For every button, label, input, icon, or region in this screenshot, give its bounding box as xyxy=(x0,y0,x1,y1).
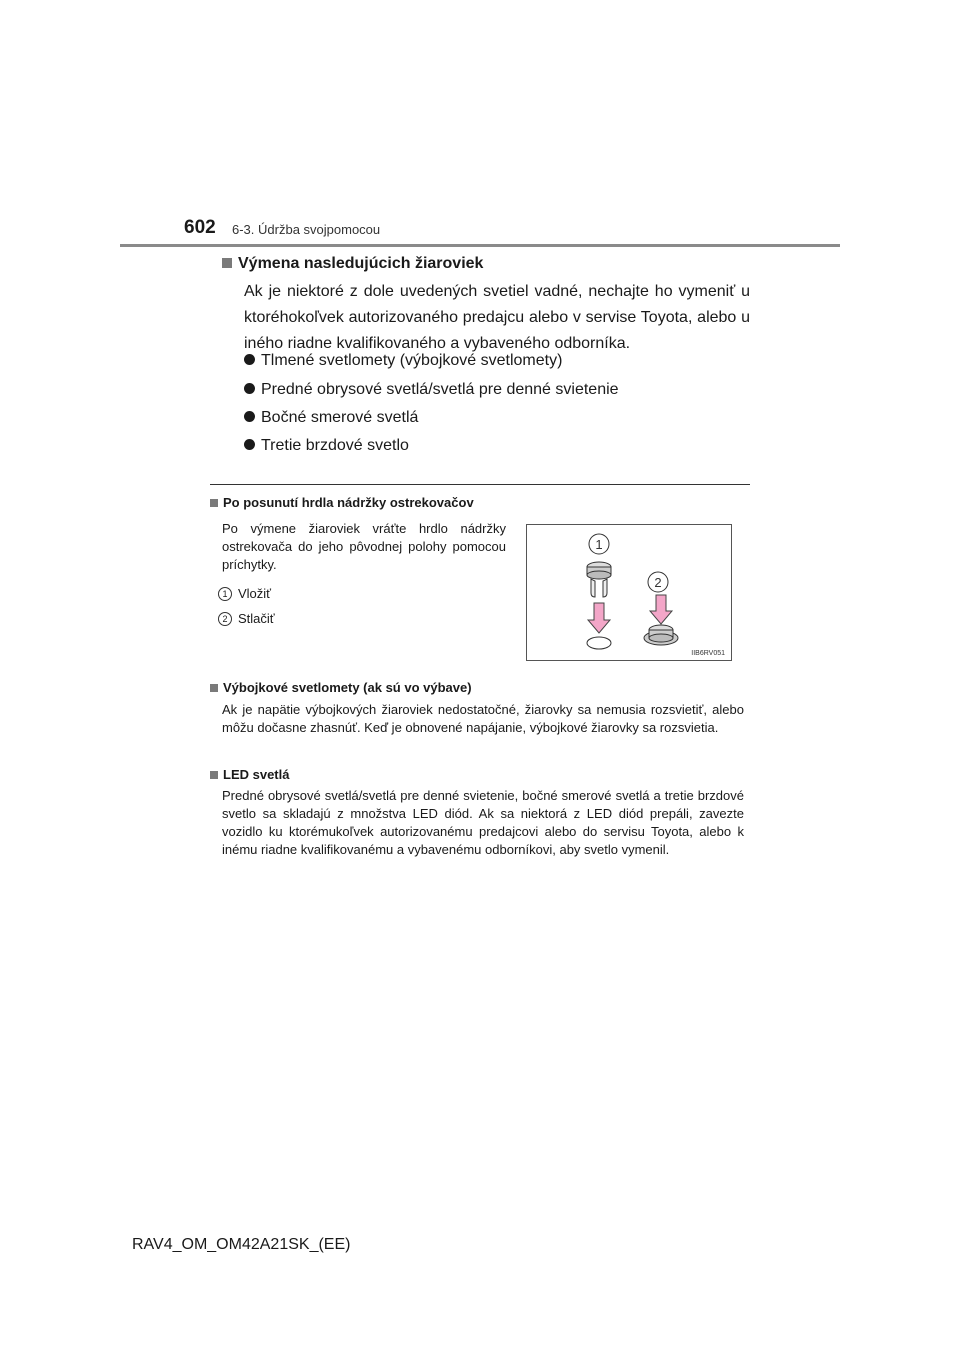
section-heading-discharge-headlights: Výbojkové svetlomety (ak sú vo výbave) xyxy=(210,680,472,695)
step-item: 2 Stlačiť xyxy=(218,611,275,626)
section-body: Ak je napätie výbojkových žiaroviek nedostatočné, žiarovky sa nemusia rozsvietiť, alebo môžu dočasne zhasnúť. Keď je obnovené napájanie, výbojkové žiarovky sa rozsvietia. xyxy=(222,702,744,735)
document-code: RAV4_OM_OM42A21SK_(EE) xyxy=(132,1236,351,1253)
header-divider xyxy=(120,244,840,247)
list-item: Bočné smerové svetlá xyxy=(244,409,418,427)
step-number-badge: 2 xyxy=(218,612,232,626)
clip-icon xyxy=(587,562,611,597)
callout-2-icon xyxy=(648,572,668,592)
section-body: Po výmene žiaroviek vráťte hrdlo nádržky ostrekovača do jeho pôvodnej polohy pomocou príchytky. xyxy=(222,521,506,572)
round-bullet-icon xyxy=(244,411,255,422)
round-bullet-icon xyxy=(244,383,255,394)
step-item: 1 Vložiť xyxy=(218,586,271,601)
hole-icon xyxy=(587,637,611,649)
page-number: 602 xyxy=(184,217,216,238)
square-bullet-icon xyxy=(210,684,218,692)
section-heading-bulb-replacement xyxy=(222,255,483,273)
list-item: Tretie brzdové svetlo xyxy=(244,437,409,455)
section-heading-washer-neck: Po posunutí hrdla nádržky ostrekovačov xyxy=(210,495,474,510)
section-body: Predné obrysové svetlá/svetlá pre denné svietenie, bočné smerové svetlá a tretie brzdové svetlo sa skladajú z množstva LED diód. Ak sa niektorá z LED diód prepáli, zavezte vozidlo ku ktorémukoľvek autorizovanému predajcovi alebo do servisu Toyota, alebo k inému riadne kvalifikovanému a vybavenému odborníkovi, aby svetlo vymenil. xyxy=(222,788,744,857)
clip-illustration xyxy=(526,524,732,661)
round-bullet-icon xyxy=(244,439,255,450)
step-number-badge: 1 xyxy=(218,587,232,601)
square-bullet-icon xyxy=(210,771,218,779)
svg-text:1: 1 xyxy=(595,537,603,552)
square-bullet-icon xyxy=(210,499,218,507)
clip-diagram-svg xyxy=(527,525,731,660)
chapter-title: 6-3. Údržba svojpomocou xyxy=(232,222,381,237)
section-heading-led-lights: LED svetlá xyxy=(210,767,289,782)
section-body: Ak je niektoré z dole uvedených svetiel vadné, nechajte ho vymeniť u ktoréhokoľvek autorizovaného predajcu alebo v servise Toyota, alebo u iného riadne kvalifikovaného a vybaveného odborníka. xyxy=(244,283,750,352)
list-item: Tlmené svetlomety (výbojkové svetlomety) xyxy=(244,352,562,370)
figure-code: IIB6RV051 xyxy=(691,650,725,657)
svg-text:2: 2 xyxy=(654,575,662,590)
callout-1-icon xyxy=(589,534,609,554)
heading-text: Výmena nasledujúcich žiaroviek xyxy=(238,255,484,272)
round-bullet-icon xyxy=(244,354,255,365)
clip-icon xyxy=(644,625,678,645)
section-divider xyxy=(210,484,750,485)
list-item: Predné obrysové svetlá/svetlá pre denné svietenie xyxy=(244,381,619,399)
arrow-down-icon xyxy=(650,595,672,624)
arrow-down-icon xyxy=(588,603,610,633)
square-bullet-icon xyxy=(222,258,232,268)
